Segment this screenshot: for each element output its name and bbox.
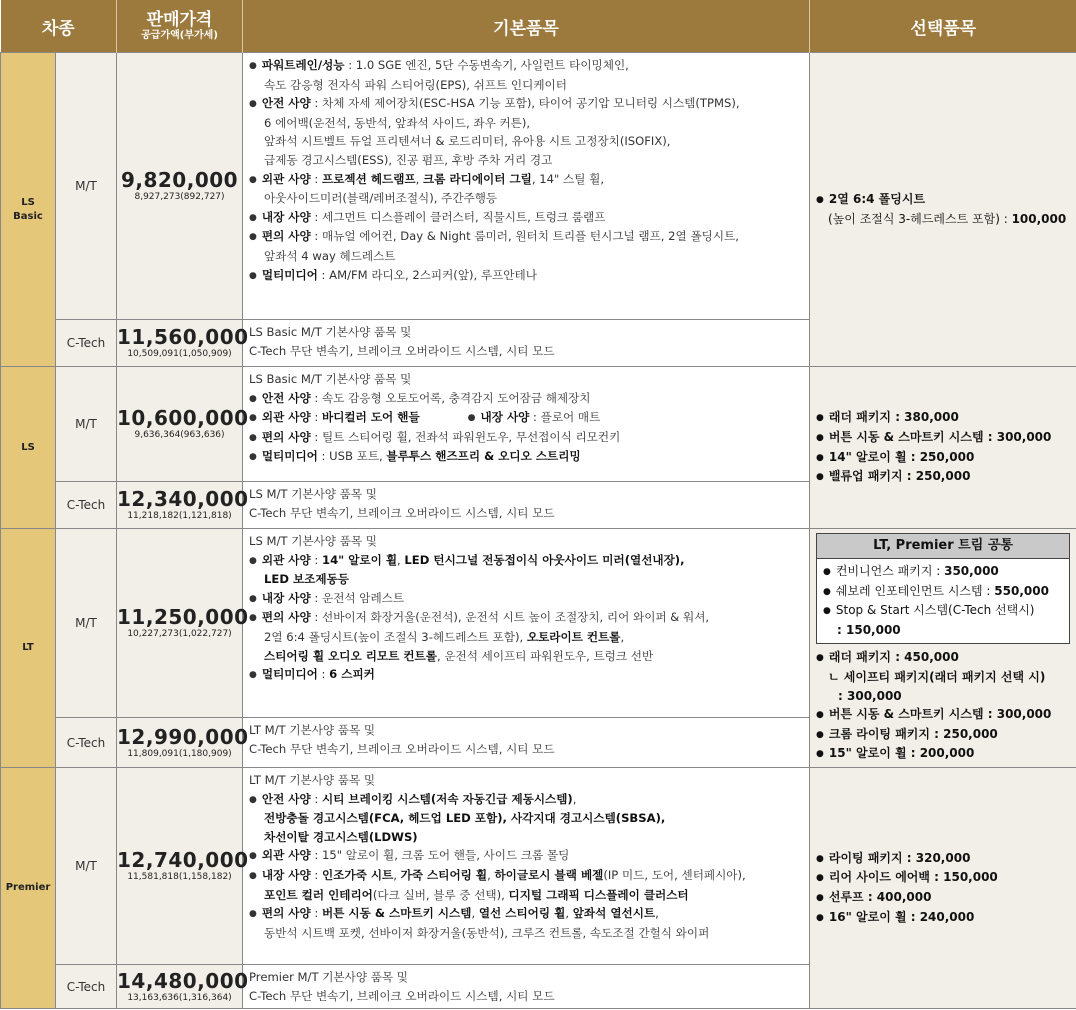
bullet-icon: ● (249, 212, 257, 223)
bullet-icon: ● (249, 432, 257, 443)
sale-price: 12,990,000 (117, 724, 249, 749)
option-items-cell (810, 367, 1076, 529)
option-items-cell (810, 53, 1076, 367)
bullet-icon: ● (816, 893, 824, 903)
spec-line: 스티어링 휠 오디오 리모트 컨트롤, 운전석 세이프티 파워윈도우, 트렁크 선반 (264, 648, 654, 663)
bullet-icon: ● (823, 567, 831, 577)
spec-line: ● 멀티미디어 : 6 스피커 (249, 667, 375, 682)
transmission-label: C-Tech (56, 320, 117, 367)
spec-line: 동반석 시트백 포켓, 선바이저 화장거울(동반석), 크루즈 컨트롤, 속도조절 간헐식 와이퍼 (264, 925, 710, 940)
bullet-icon: ● (823, 606, 831, 617)
spec-line: 앞좌석 4 way 헤드레스트 (264, 248, 396, 263)
spec-line: ● 멀티미디어 : USB 포트, 블루투스 핸즈프리 & 오디오 스트리밍 (249, 449, 581, 464)
bullet-icon: ● (816, 873, 824, 884)
model-ls: LS (1, 367, 56, 529)
bullet-icon: ● (249, 61, 257, 71)
spec-line: 전방충돌 경고시스템(FCA, 헤드업 LED 포함), 사각지대 경고시스템(SBSA), (264, 811, 666, 826)
option-line: ㄴ 세이프티 패키지(래더 패키지 선택 시) (828, 669, 1046, 684)
option-items-cell (810, 768, 1076, 1009)
price-cell (117, 320, 249, 367)
bullet-icon: ● (249, 870, 257, 881)
spec-line: LS M/T 기본사양 품목 및 (249, 487, 377, 501)
option-line: ● 래더 패키지 : 450,000 (816, 650, 959, 665)
option-line: ● 15" 알로이 휠 : 200,000 (816, 746, 975, 761)
bullet-icon: ● (249, 555, 257, 566)
price-cell (117, 768, 249, 965)
bullet-icon: ● (816, 452, 824, 463)
bullet-icon: ● (249, 794, 257, 805)
sale-price: 11,250,000 (117, 605, 249, 629)
spec-line: ● 내장 사양 : 세그먼트 디스플레이 클러스터, 직물시트, 트렁크 룸램프 (249, 209, 606, 224)
price-cell (117, 965, 249, 1009)
basic-items-cell (243, 965, 810, 1009)
spec-line: 차선이탈 경고시스템(LDWS) (264, 829, 418, 844)
transmission-label: M/T (56, 529, 117, 718)
spec-line: ● 편의 사양 : 매뉴얼 에어컨, Day & Night 룸미러, 원터치 트리플 턴시그널 램프, 2열 폴딩시트, (249, 229, 739, 244)
bullet-icon: ● (249, 452, 257, 463)
common-options-title: LT, Premier 트림 공통 (817, 534, 1069, 559)
model-name: Basic (13, 210, 43, 222)
spec-line: LS Basic M/T 기본사양 품목 및 (249, 372, 412, 386)
option-line: ● 크롬 라이팅 패키지 : 250,000 (816, 726, 998, 741)
option-line: ● 선루프 : 400,000 (816, 890, 932, 904)
model-name: LS (21, 196, 35, 208)
basic-items-cell (243, 529, 810, 718)
model-ls-basic (1, 53, 56, 367)
transmission-label: C-Tech (56, 482, 117, 529)
spec-line: ● 안전 사양 : 속도 감응형 오토도어록, 충격감지 도어잠금 해제장치 (249, 390, 591, 405)
spec-line: ● 편의 사양 : 선바이저 화장거울(운전석), 운전석 시트 높이 조절장치, 리어 와이퍼 & 워셔, (249, 610, 710, 625)
option-line: : 300,000 (838, 688, 902, 703)
supply-price: 11,809,091(1,180,909) (127, 748, 232, 759)
basic-items-cell (243, 367, 810, 482)
supply-price: 11,218,182(1,121,818) (127, 511, 232, 521)
supply-price: 8,927,273(892,727) (134, 192, 225, 202)
option-line: ● Stop & Start 시스템(C-Tech 선택시) (823, 603, 1035, 618)
spec-line: ● 외관 사양 : 프로젝션 헤드램프, 크롬 라디에이터 그릴, 14" 스틸 휠, (249, 171, 605, 186)
header-option-items: 선택품목 (810, 0, 1076, 53)
sale-price: 14,480,000 (117, 968, 249, 993)
header-model: 차종 (1, 0, 117, 53)
bullet-icon: ● (249, 413, 257, 424)
bullet-icon: ● (249, 232, 257, 243)
spec-line: C-Tech 무단 변속기, 브레이크 오버라이드 시스템, 시티 모드 (249, 505, 555, 520)
bullet-icon: ● (816, 432, 824, 443)
bullet-icon: ● (249, 393, 257, 404)
bullet-icon: ● (816, 912, 824, 923)
option-line: ● 밸류업 패키지 : 250,000 (816, 469, 971, 484)
spec-line: C-Tech 무단 변속기, 브레이크 오버라이드 시스템, 시티 모드 (249, 741, 555, 756)
price-cell (117, 718, 249, 768)
transmission-label: M/T (56, 53, 117, 320)
spec-line: C-Tech 무단 변속기, 브레이크 오버라이드 시스템, 시티 모드 (249, 988, 555, 1003)
table-row (1, 367, 1076, 482)
sale-price: 12,340,000 (117, 487, 249, 511)
transmission-label: M/T (56, 768, 117, 965)
bullet-icon: ● (249, 670, 257, 681)
option-line: ● 버튼 시동 & 스마트키 시스템 : 300,000 (816, 429, 1052, 444)
table-row (1, 529, 1076, 718)
option-line: ● 라이팅 패키지 : 320,000 (816, 850, 971, 865)
sale-price: 9,820,000 (120, 168, 239, 192)
price-cell (117, 53, 243, 320)
spec-line: Premier M/T 기본사양 품목 및 (249, 970, 408, 984)
spec-line: ● 내장 사양 : 인조가죽 시트, 가죽 스티어링 휠, 하이글로시 블랙 베젤(IP 미드, 도어, 센터페시아), (249, 867, 746, 882)
bullet-icon: ● (467, 413, 476, 424)
spec-line: 앞좌석 시트벨트 듀얼 프리텐셔너 & 로드리미터, 유아용 시트 고정장치(ISOFIX), (264, 134, 671, 149)
price-cell (117, 529, 249, 718)
bullet-icon: ● (249, 851, 257, 862)
spec-line: ● 멀티미디어 : AM/FM 라디오, 2스피커(앞), 루프안테나 (249, 267, 537, 282)
bullet-icon: ● (816, 413, 824, 424)
bullet-icon: ● (816, 710, 824, 721)
header-basic-items: 기본품목 (243, 0, 810, 53)
option-line: ● 리어 사이드 에어백 : 150,000 (816, 870, 998, 885)
option-line: ● 2열 6:4 폴딩시트 (816, 192, 926, 207)
option-line: : 150,000 (837, 622, 901, 637)
spec-line: C-Tech 무단 변속기, 브레이크 오버라이드 시스템, 시티 모드 (249, 343, 555, 358)
bullet-icon: ● (249, 613, 257, 624)
spec-line: 급제동 경고시스템(ESS), 진공 펌프, 후방 주차 거리 경고 (264, 152, 553, 167)
header-price (117, 0, 243, 53)
transmission-label: C-Tech (56, 965, 117, 1009)
table-row (1, 53, 1076, 320)
bullet-icon: ● (816, 472, 824, 483)
spec-line: 포인트 컬러 인테리어(다크 실버, 블루 중 선택), 디지털 그래픽 디스플레이 클러스터 (264, 887, 689, 902)
basic-items-cell (243, 320, 810, 367)
spec-line: ● 안전 사양 : 차체 자세 제어장치(ESC-HSA 기능 포함), 타이어 공기압 모니터링 시스템(TPMS), (249, 96, 740, 111)
common-options-list (817, 559, 1069, 643)
supply-price: 11,581,818(1,158,182) (127, 872, 232, 882)
spec-line: LS Basic M/T 기본사양 품목 및 (249, 325, 412, 339)
header-price-main: 판매가격 (146, 9, 213, 30)
common-options-box (816, 533, 1070, 644)
spec-line: ● 편의 사양 : 틸트 스티어링 휠, 전좌석 파워윈도우, 무선접이식 리모컨키 (249, 429, 621, 444)
basic-items-cell (243, 718, 810, 768)
supply-price: 10,227,273(1,022,727) (127, 629, 232, 639)
spec-line: ● 외관 사양 : 15" 알로이 휠, 크롬 도어 핸들, 사이드 크롬 몰딩 (249, 848, 570, 863)
basic-items-cell (243, 768, 810, 965)
bullet-icon: ● (249, 593, 257, 604)
spec-line: 속도 감응형 전자식 파워 스티어링(EPS), 쉬프트 인디케이터 (264, 77, 567, 92)
spec-line: 6 에어백(운전석, 동반석, 앞좌석 사이드, 좌우 커튼), (264, 115, 531, 130)
basic-items-cell (243, 53, 810, 320)
sale-price: 12,740,000 (117, 848, 249, 872)
sale-price: 10,600,000 (117, 406, 249, 430)
spec-line: ● 외관 사양 : 바디컬러 도어 핸들 ● 내장 사양 : 플로어 매트 (249, 410, 601, 425)
model-premier: Premier (1, 768, 56, 1009)
price-cell (117, 367, 249, 482)
price-cell (117, 482, 249, 529)
bullet-icon: ● (249, 270, 257, 281)
basic-items-cell (243, 482, 810, 529)
option-items-cell (810, 529, 1076, 768)
option-line: ● 16" 알로이 휠 : 240,000 (816, 909, 975, 924)
option-line: ● 쉐보레 인포테인먼트 시스템 : 550,000 (823, 583, 1049, 598)
bullet-icon: ● (816, 749, 824, 760)
bullet-icon: ● (823, 586, 831, 597)
option-line: ● 컨비니언스 패키지 : 350,000 (823, 564, 999, 578)
spec-line: LT M/T 기본사양 품목 및 (249, 773, 376, 787)
bullet-icon: ● (816, 195, 824, 206)
supply-price: 9,636,364(963,636) (134, 430, 225, 440)
spec-line: ● 내장 사양 : 운전석 암레스트 (249, 590, 405, 605)
spec-line: LT M/T 기본사양 품목 및 (249, 723, 376, 737)
spec-line: 2열 6:4 폴딩시트(높이 조절식 3-헤드레스트 포함), 오토라이트 컨트롤, (264, 629, 625, 644)
bullet-icon: ● (249, 99, 257, 110)
model-lt: LT (1, 529, 56, 768)
option-line: ● 래더 패키지 : 380,000 (816, 410, 959, 425)
spec-line: ● 안전 사양 : 시티 브레이킹 시스템(저속 자동긴급 제동시스템), (249, 791, 577, 806)
option-line: ● 14" 알로이 휠 : 250,000 (816, 449, 975, 464)
option-line: ● 버튼 시동 & 스마트키 시스템 : 300,000 (816, 707, 1052, 722)
spec-line: LS M/T 기본사양 품목 및 (249, 534, 377, 548)
bullet-icon: ● (816, 653, 824, 664)
transmission-label: M/T (56, 367, 117, 482)
supply-price: 10,509,091(1,050,909) (127, 349, 232, 359)
supply-price: 13,163,636(1,316,364) (127, 992, 232, 1003)
spec-line: LED 보조제동등 (264, 572, 349, 587)
spec-line: ● 외관 사양 : 14" 알로이 휠, LED 턴시그널 전동접이식 아웃사이드 미러(열선내장), (249, 552, 685, 567)
spec-line: 아웃사이드미러(블랙/레버조절식), 주간주행등 (264, 191, 498, 206)
option-line: (높이 조절식 3-헤드레스트 포함) : 100,000 (828, 212, 1067, 226)
bullet-icon: ● (816, 853, 824, 864)
bullet-icon: ● (816, 729, 824, 740)
bullet-icon: ● (249, 174, 257, 185)
sale-price: 11,560,000 (117, 325, 249, 349)
table-row (1, 768, 1076, 965)
spec-line: ● 편의 사양 : 버튼 시동 & 스마트키 시스템, 열선 스티어링 휠, 앞좌석 열선시트, (249, 906, 659, 921)
bullet-icon: ● (249, 909, 257, 920)
header-price-sub: 공급가액(부가세) (141, 29, 218, 41)
transmission-label: C-Tech (56, 718, 117, 768)
spec-line: ● 파워트레인/성능 : 1.0 SGE 엔진, 5단 수동변속기, 사일런트 타이밍체인, (249, 58, 629, 72)
